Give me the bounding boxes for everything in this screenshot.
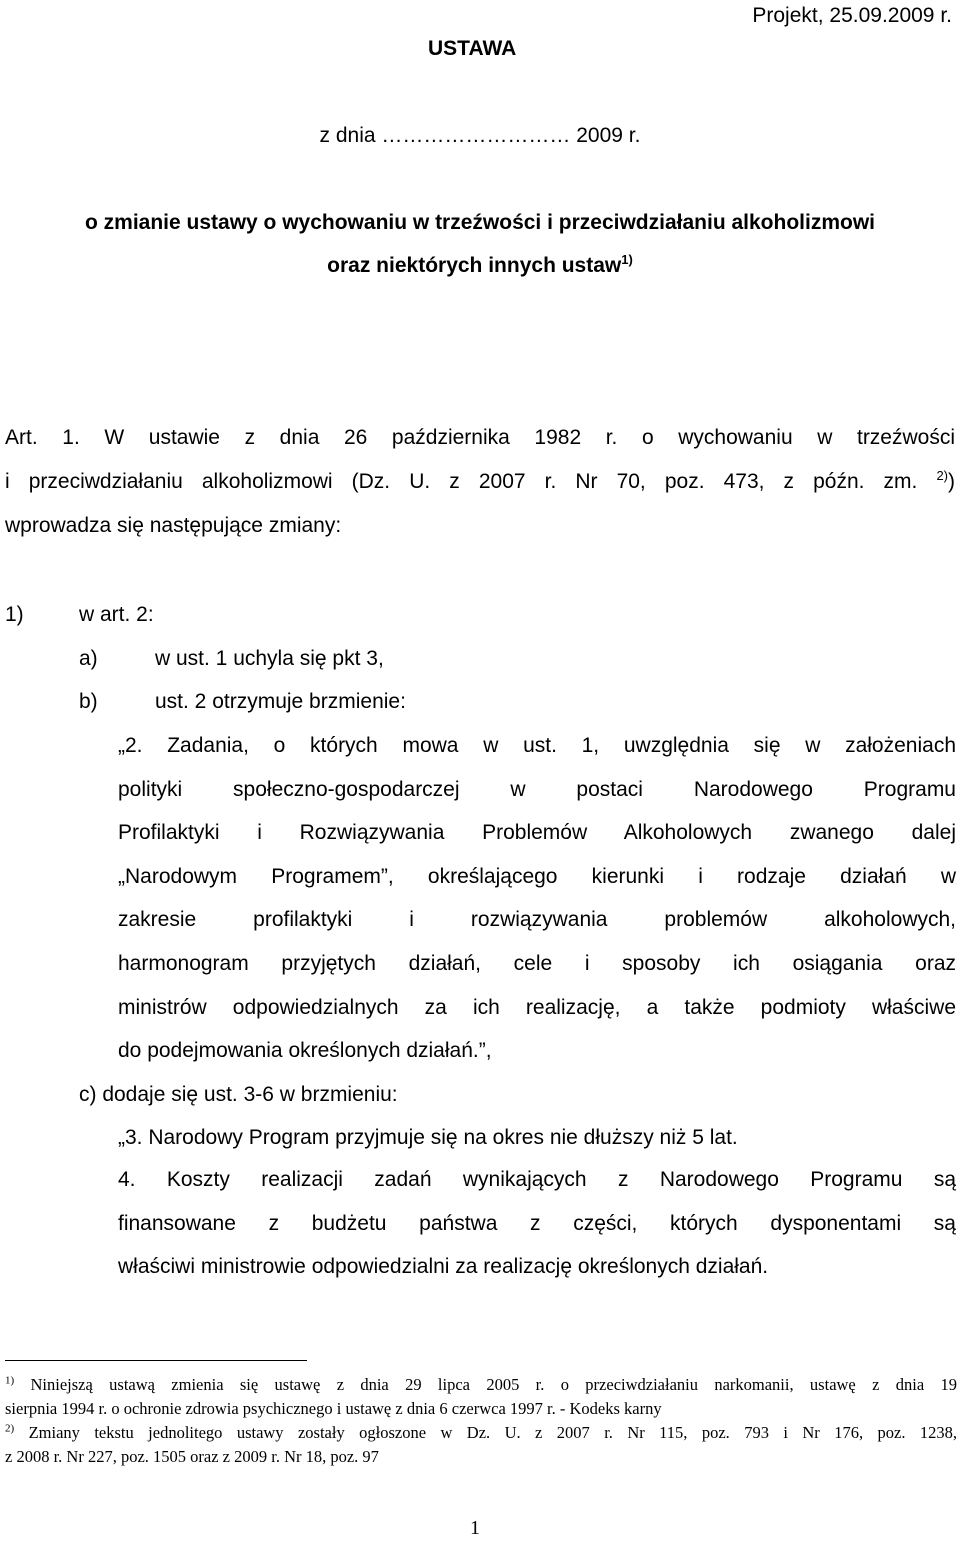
footnote-1-line-2: sierpnia 1994 r. o ochronie zdrowia psychicznego i ustawę z dnia 6 czerwca 1997 r. - Kodeks karny: [5, 1398, 662, 1418]
footnote-2-text-1: Zmiany tekstu jednolitego ustawy zostały ogłoszone w Dz. U. z 2007 r. Nr 115, poz. 793 i Nr 176, poz. 1238,: [14, 1423, 957, 1442]
letter-a-text: w ust. 1 uchyla się pkt 3,: [155, 647, 384, 670]
act-title-line-2: [0, 254, 960, 278]
ust-2-line: do podejmowania określonych działań.”,: [118, 1039, 492, 1063]
art1-line-2-text: i przeciwdziałaniu alkoholizmowi (Dz. U. z 2007 r. Nr 70, poz. 473, z późn. zm.: [5, 470, 918, 493]
document-type: USTAWA: [428, 37, 517, 60]
letter-b-label: b): [79, 690, 98, 713]
footnote-separator: [5, 1360, 307, 1361]
project-note: Projekt, 25.09.2009 r.: [752, 4, 952, 27]
footnote-ref-1: 1): [621, 252, 633, 267]
enactment-date: z dnia ……………………… 2009 r.: [319, 124, 641, 147]
letter-b-text: ust. 2 otrzymuje brzmienie:: [155, 690, 406, 713]
footnote-ref-2: 2): [936, 468, 948, 483]
ust-2-line: harmonogram przyjętych działań, cele i sposoby ich osiągania oraz: [118, 951, 956, 975]
footnote-1-text-1: Niniejszą ustawą zmienia się ustawę z dnia 29 lipca 2005 r. o przeciwdziałaniu narkomanii, ustawę z dnia 19: [14, 1375, 957, 1394]
point-1-number: 1): [5, 603, 24, 626]
page-number: 1: [470, 1517, 480, 1539]
ust-2-line: „2. Zadania, o których mowa w ust. 1, uwzględnia się w założeniach: [118, 734, 956, 757]
ust-2-line: Profilaktyki i Rozwiązywania Problemów Alkoholowych zwanego dalej: [118, 821, 956, 845]
ust-4-line: finansowane z budżetu państwa z części, których dysponentami są: [118, 1211, 956, 1235]
art1-line-2: [5, 460, 955, 504]
art1-line-1: Art. 1. W ustawie z dnia 26 października 1982 r. o wychowaniu w trzeźwości: [5, 426, 955, 449]
ust-4-text-block: [118, 1158, 956, 1289]
point-1-text: w art. 2:: [79, 603, 154, 626]
ust-4-line: 4. Koszty realizacji zadań wynikających z Narodowego Programu są: [118, 1168, 956, 1191]
letter-a-label: a): [79, 647, 98, 670]
footnote-2-mark: 2): [5, 1422, 15, 1435]
act-title-text: oraz niektórych innych ustaw: [327, 254, 622, 277]
footnote-2: [5, 1421, 957, 1468]
art1-line-2-end: ): [948, 470, 955, 493]
footnote-2-line-1: [5, 1421, 957, 1445]
ust-2-line: polityki społeczno-gospodarczej w postaci Narodowego Programu: [118, 777, 956, 801]
ust-4-line: właściwi ministrowie odpowiedzialni za realizację określonych działań.: [118, 1255, 769, 1279]
footnote-2-line-2: z 2008 r. Nr 227, poz. 1505 oraz z 2009 r. Nr 18, poz. 97: [5, 1446, 379, 1466]
ust-2-line: „Narodowym Programem”, określającego kierunki i rodzaje działań w: [118, 864, 956, 888]
letter-c-text: c) dodaje się ust. 3-6 w brzmieniu:: [79, 1083, 398, 1106]
footnote-1-mark: 1): [5, 1374, 15, 1387]
art1-line-3: wprowadza się następujące zmiany:: [5, 514, 342, 537]
art1-paragraph: [5, 416, 955, 548]
footnote-1-line-1: [5, 1373, 957, 1397]
ust-2-line: ministrów odpowiedzialnych za ich realizację, a także podmioty właściwe: [118, 995, 956, 1019]
footnote-1: [5, 1373, 957, 1420]
ust-2-line: zakresie profilaktyki i rozwiązywania problemów alkoholowych,: [118, 908, 956, 932]
act-title-line-1: o zmianie ustawy o wychowaniu w trzeźwości i przeciwdziałaniu alkoholizmowi: [85, 211, 875, 234]
ust-2-text-block: [118, 724, 956, 1073]
ust-3-text: „3. Narodowy Program przyjmuje się na okres nie dłuższy niż 5 lat.: [118, 1126, 738, 1149]
